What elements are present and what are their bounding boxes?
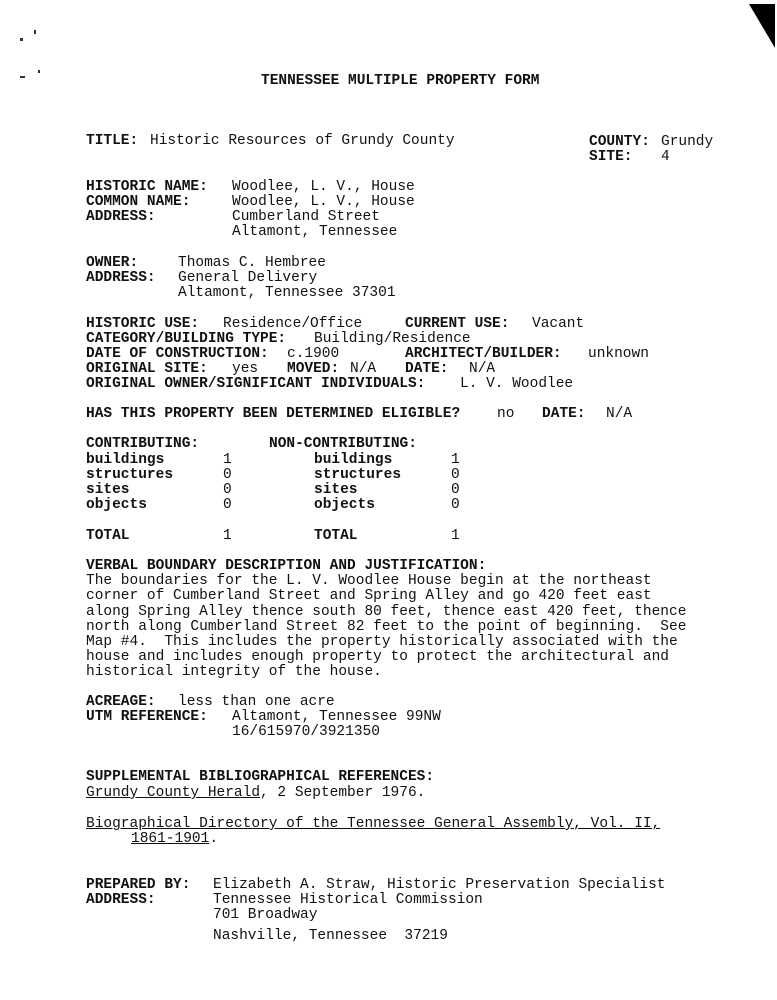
reference-2-line1: Biographical Directory of the Tennessee General Assembly, Vol. II, (86, 816, 661, 832)
resource-count: 0 (223, 482, 232, 498)
prepared-address-line: Tennessee Historical Commission (213, 892, 483, 908)
historic-use-value: Residence/Office (223, 316, 363, 332)
common-name-value: Woodlee, L. V., House (232, 194, 415, 210)
scan-speck (38, 70, 40, 73)
moved-date-label: DATE: (405, 361, 449, 377)
resource-type: structures (314, 467, 402, 483)
common-name-label: COMMON NAME: (86, 194, 191, 210)
verbal-boundary-line: house and includes enough property to protect the architectural and (86, 649, 669, 665)
reference-1 (86, 786, 425, 801)
date-construction-label: DATE OF CONSTRUCTION: (86, 346, 269, 362)
address-line2: Altamont, Tennessee (232, 224, 398, 240)
resource-count: 0 (223, 497, 232, 513)
reference-2-end: . (209, 831, 219, 847)
category-value: Building/Residence (314, 331, 471, 347)
resource-type: objects (314, 497, 375, 513)
original-site-label: ORIGINAL SITE: (86, 361, 208, 377)
reference-2-years: 1861-1901 (131, 831, 210, 847)
verbal-boundary-label: VERBAL BOUNDARY DESCRIPTION AND JUSTIFICATION: (86, 558, 487, 574)
moved-label: MOVED: (287, 361, 340, 377)
total-label: TOTAL (86, 528, 130, 544)
verbal-boundary-line: corner of Cumberland Street and Spring Alley and go 420 feet east (86, 588, 652, 604)
verbal-boundary-line: The boundaries for the L. V. Woodlee House begin at the northeast (86, 573, 652, 589)
county-value: Grundy (661, 134, 714, 150)
architect-label: ARCHITECT/BUILDER: (405, 346, 562, 362)
prepared-by-value: Elizabeth A. Straw, Historic Preservation Specialist (213, 877, 666, 893)
resource-count: 0 (451, 467, 460, 483)
architect-value: unknown (588, 346, 649, 362)
resource-type: buildings (86, 452, 165, 468)
category-label: CATEGORY/BUILDING TYPE: (86, 331, 287, 347)
verbal-boundary-line: north along Cumberland Street 82 feet to the point of beginning. See (86, 619, 687, 635)
owner-value: Thomas C. Hembree (178, 255, 326, 271)
original-owner-value: L. V. Woodlee (460, 376, 574, 392)
scan-speck (20, 76, 25, 78)
resource-type: structures (86, 467, 174, 483)
resource-count: 0 (451, 497, 460, 513)
current-use-label: CURRENT USE: (405, 316, 510, 332)
moved-date-value: N/A (469, 361, 496, 377)
scan-speck (20, 38, 23, 41)
prepared-address-line: Nashville, Tennessee 37219 (213, 928, 448, 944)
reference-1-title: Grundy County Herald (86, 785, 261, 801)
utm-line2: 16/615970/3921350 (232, 724, 380, 740)
resource-type: sites (314, 482, 358, 498)
prepared-address-label: ADDRESS: (86, 892, 156, 908)
owner-label: OWNER: (86, 255, 139, 271)
resource-type: sites (86, 482, 130, 498)
site-label: SITE: (589, 149, 633, 165)
resource-count: 1 (451, 452, 460, 468)
historic-name-label: HISTORIC NAME: (86, 179, 208, 195)
prepared-by-label: PREPARED BY: (86, 877, 191, 893)
owner-address-line2: Altamont, Tennessee 37301 (178, 285, 396, 301)
form-title: TENNESSEE MULTIPLE PROPERTY FORM (261, 73, 540, 89)
acreage-value: less than one acre (178, 694, 335, 710)
title-label: TITLE: (86, 133, 139, 149)
scan-corner-mark (749, 4, 775, 48)
contributing-label: CONTRIBUTING: (86, 436, 200, 452)
noncontributing-label: NON-CONTRIBUTING: (269, 436, 417, 452)
address-label: ADDRESS: (86, 209, 156, 225)
owner-address-line1: General Delivery (178, 270, 318, 286)
utm-line1: Altamont, Tennessee 99NW (232, 709, 441, 725)
utm-label: UTM REFERENCE: (86, 709, 208, 725)
eligible-value: no (497, 406, 515, 422)
title-value: Historic Resources of Grundy County (150, 133, 455, 149)
date-construction-value: c.1900 (287, 346, 340, 362)
resource-type: objects (86, 497, 147, 513)
verbal-boundary-line: historical integrity of the house. (86, 664, 382, 680)
eligible-label: HAS THIS PROPERTY BEEN DETERMINED ELIGIBLE? (86, 406, 461, 422)
current-use-value: Vacant (532, 316, 585, 332)
scan-speck (34, 30, 36, 34)
eligible-date-label: DATE: (542, 406, 586, 422)
verbal-boundary-line: Map #4. This includes the property historically associated with the (86, 634, 678, 650)
owner-address-label: ADDRESS: (86, 270, 156, 286)
resource-count: 0 (451, 482, 460, 498)
resource-count: 1 (223, 452, 232, 468)
acreage-label: ACREAGE: (86, 694, 156, 710)
resource-type: buildings (314, 452, 393, 468)
resource-count: 0 (223, 467, 232, 483)
original-site-value: yes (232, 361, 259, 377)
verbal-boundary-line: along Spring Alley thence south 80 feet, thence east 420 feet, thence (86, 604, 687, 620)
reference-2-line2 (131, 832, 218, 847)
county-label: COUNTY: (589, 134, 650, 150)
supplemental-label: SUPPLEMENTAL BIBLIOGRAPHICAL REFERENCES: (86, 769, 435, 785)
reference-1-rest: , 2 September 1976. (260, 785, 426, 801)
address-line1: Cumberland Street (232, 209, 380, 225)
historic-name-value: Woodlee, L. V., House (232, 179, 415, 195)
total-contributing: 1 (223, 528, 232, 544)
moved-value: N/A (350, 361, 377, 377)
total-label: TOTAL (314, 528, 358, 544)
total-noncontributing: 1 (451, 528, 460, 544)
original-owner-label: ORIGINAL OWNER/SIGNIFICANT INDIVIDUALS: (86, 376, 426, 392)
site-value: 4 (661, 149, 670, 165)
prepared-address-line: 701 Broadway (213, 907, 318, 923)
eligible-date-value: N/A (606, 406, 633, 422)
historic-use-label: HISTORIC USE: (86, 316, 200, 332)
